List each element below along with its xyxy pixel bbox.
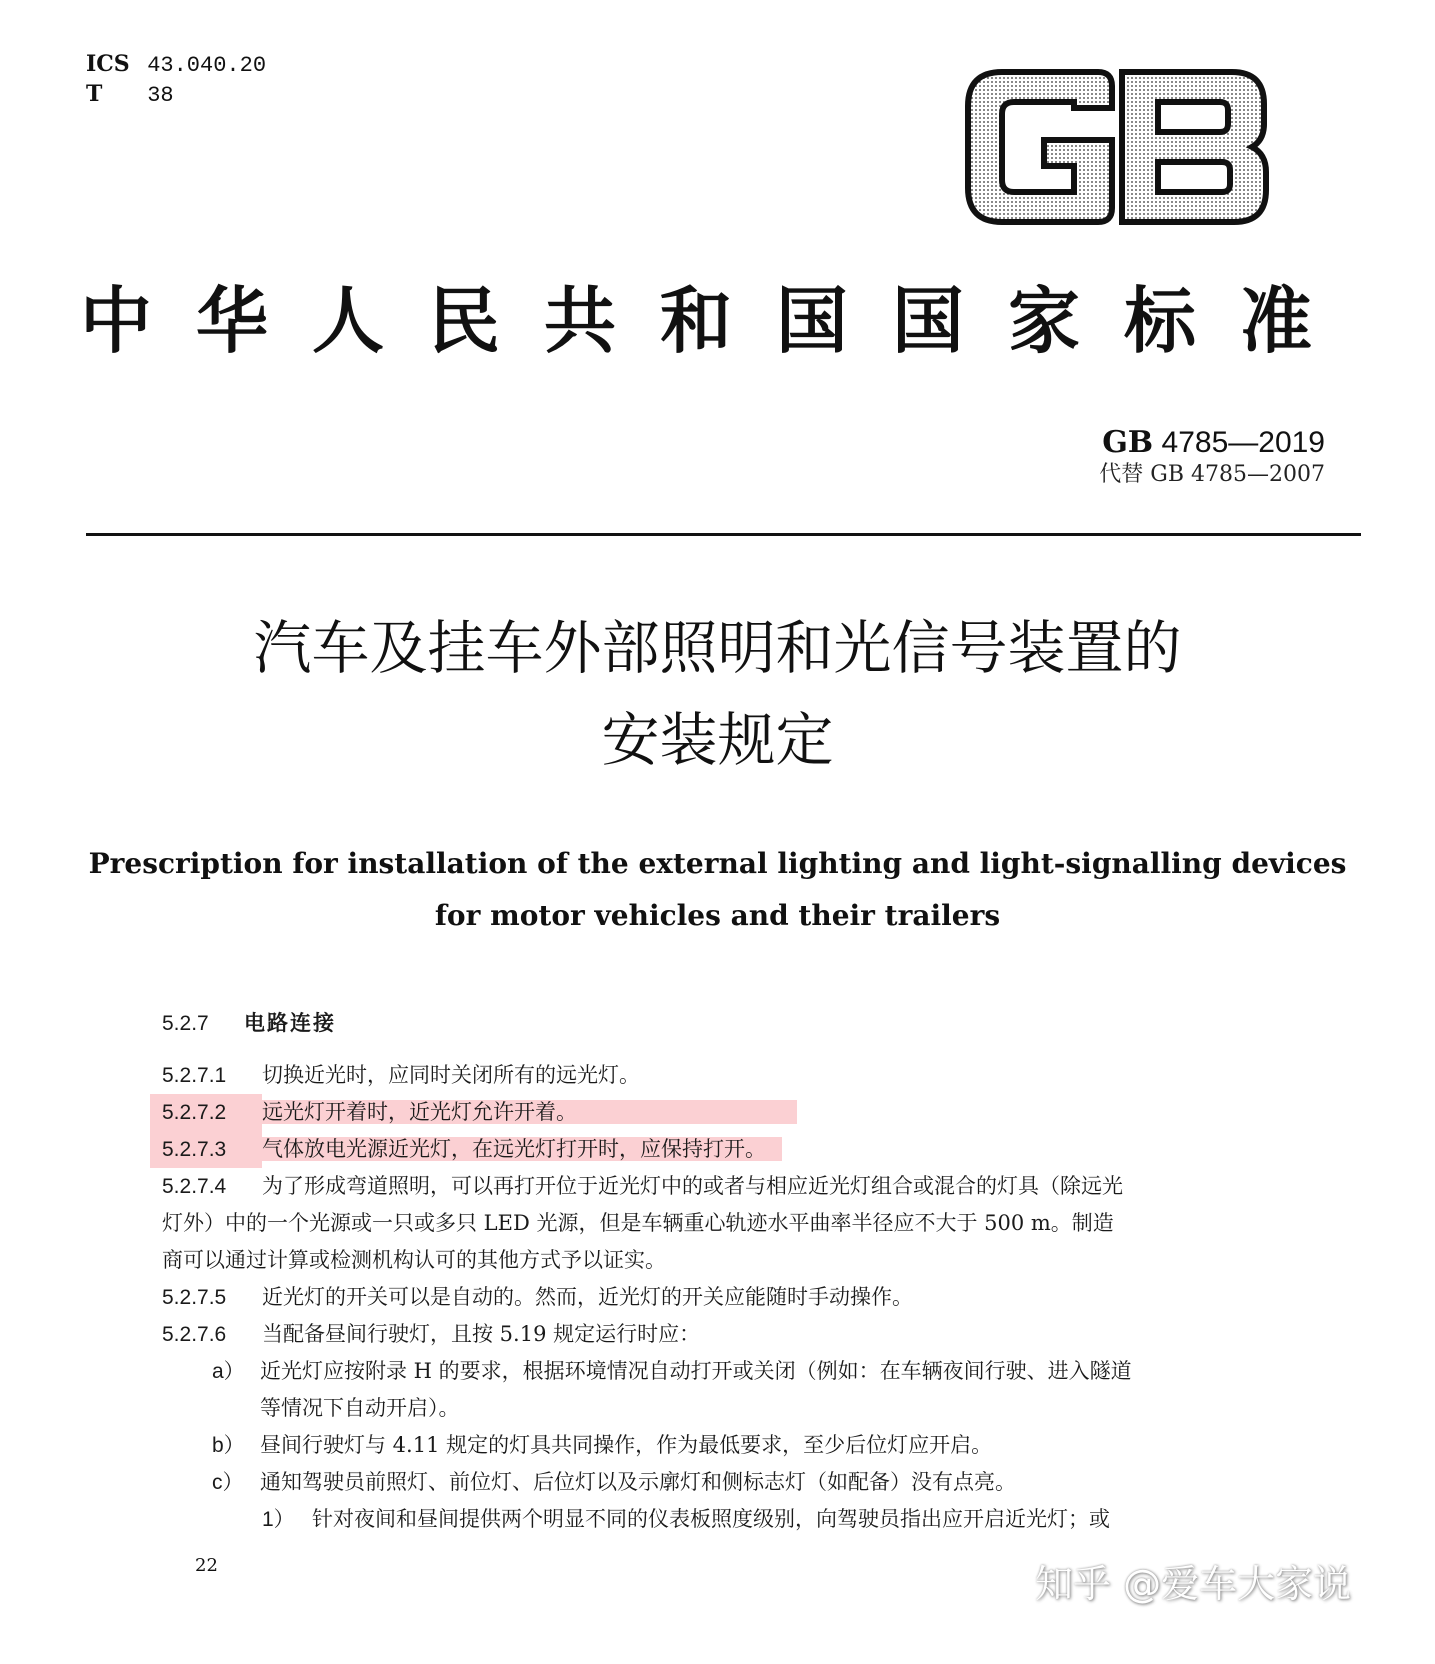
sub-list-item [162, 1501, 1272, 1538]
list-text: 通知驾驶员前照灯、前位灯、后位灯以及示廓灯和侧标志灯（如配备）没有点亮。 [260, 1470, 1016, 1494]
clause-number: 5.2.7.2 [150, 1094, 262, 1131]
page-number: 22 [195, 1555, 218, 1576]
list-item [162, 1427, 1272, 1464]
clause-row [162, 1094, 1272, 1131]
replaces-standard: 代替 GB 4785—2007 [1099, 462, 1325, 487]
clause-row [162, 1168, 1272, 1205]
list-marker: a） [212, 1360, 245, 1383]
section-body [162, 1005, 1272, 1538]
clause-number: 5.2.7.6 [162, 1323, 227, 1346]
ics-label: ICS [86, 51, 130, 77]
clause-text-line1: 为了形成弯道照明，可以再打开位于近光灯中的或者与相应近光灯组合或混合的灯具（除远光 [262, 1174, 1123, 1198]
standard-number-block [1099, 425, 1325, 489]
clause-text-highlighted: 远光灯开着时，近光灯允许开着。 [262, 1100, 797, 1124]
list-marker: b） [212, 1434, 245, 1457]
clause-row [162, 1316, 1272, 1353]
clause-number: 5.2.7.1 [162, 1064, 227, 1087]
title-cn-line1: 汽车及挂车外部照明和光信号装置的 [253, 614, 1182, 682]
ics-code: 43.040.20 [147, 53, 267, 78]
section-heading-row [162, 1005, 1272, 1042]
sub-list-text: 针对夜间和昼间提供两个明显不同的仪表板照度级别，向驾驶员指出应开启近光灯；或 [312, 1507, 1110, 1531]
list-text-line1: 近光灯应按附录 H 的要求，根据环境情况自动打开或关闭（例如：在车辆夜间行驶、进入隧道 [260, 1359, 1132, 1383]
ics-block [86, 50, 266, 110]
standard-prefix: GB [1102, 425, 1154, 460]
list-text: 昼间行驶灯与 4.11 规定的灯具共同操作，作为最低要求，至少后位灯应开启。 [260, 1433, 993, 1457]
clause-number: 5.2.7.3 [150, 1131, 262, 1168]
section-heading: 电路连接 [244, 1011, 336, 1035]
title-en-line2: for motor vehicles and their trailers [434, 899, 1001, 932]
clause-number: 5.2.7.5 [162, 1286, 227, 1309]
clause-number: 5.2.7.4 [162, 1175, 227, 1198]
clause-row [162, 1131, 1272, 1168]
class-code: 38 [147, 83, 174, 108]
section-number: 5.2.7 [162, 1012, 209, 1035]
title-en-line1: Prescription for installation of the external lighting and light-signalling devices [88, 847, 1347, 880]
gb-logo [962, 68, 1272, 226]
clause-row [162, 1057, 1272, 1094]
national-title: 中华人民共和国国家标准 [80, 279, 1357, 363]
list-text-line2: 等情况下自动开启）。 [260, 1396, 460, 1420]
header-divider [86, 533, 1361, 536]
standard-number: 4785—2019 [1161, 426, 1325, 459]
clause-text-line3: 商可以通过计算或检测机构认可的其他方式予以证实。 [162, 1248, 666, 1272]
clause-text: 近光灯的开关可以是自动的。然而，近光灯的开关应能随时手动操作。 [262, 1285, 913, 1309]
list-marker: c） [212, 1471, 244, 1494]
title-cn-line2: 安装规定 [601, 706, 834, 774]
class-label: T [86, 81, 103, 107]
list-item [162, 1353, 1272, 1390]
sub-list-marker: 1） [262, 1508, 295, 1531]
clause-text: 当配备昼间行驶灯，且按 5.19 规定运行时应： [262, 1322, 701, 1346]
watermark: 知乎 @爱车大家说 [1035, 1562, 1352, 1606]
clause-row [162, 1279, 1272, 1316]
clause-text-highlighted: 气体放电光源近光灯，在远光灯打开时，应保持打开。 [262, 1137, 782, 1161]
clause-text-line2: 灯外）中的一个光源或一只或多只 LED 光源，但是车辆重心轨迹水平曲率半径应不大于 500 m。制造 [162, 1211, 1114, 1235]
clause-text: 切换近光时，应同时关闭所有的远光灯。 [262, 1063, 640, 1087]
list-item [162, 1464, 1272, 1501]
